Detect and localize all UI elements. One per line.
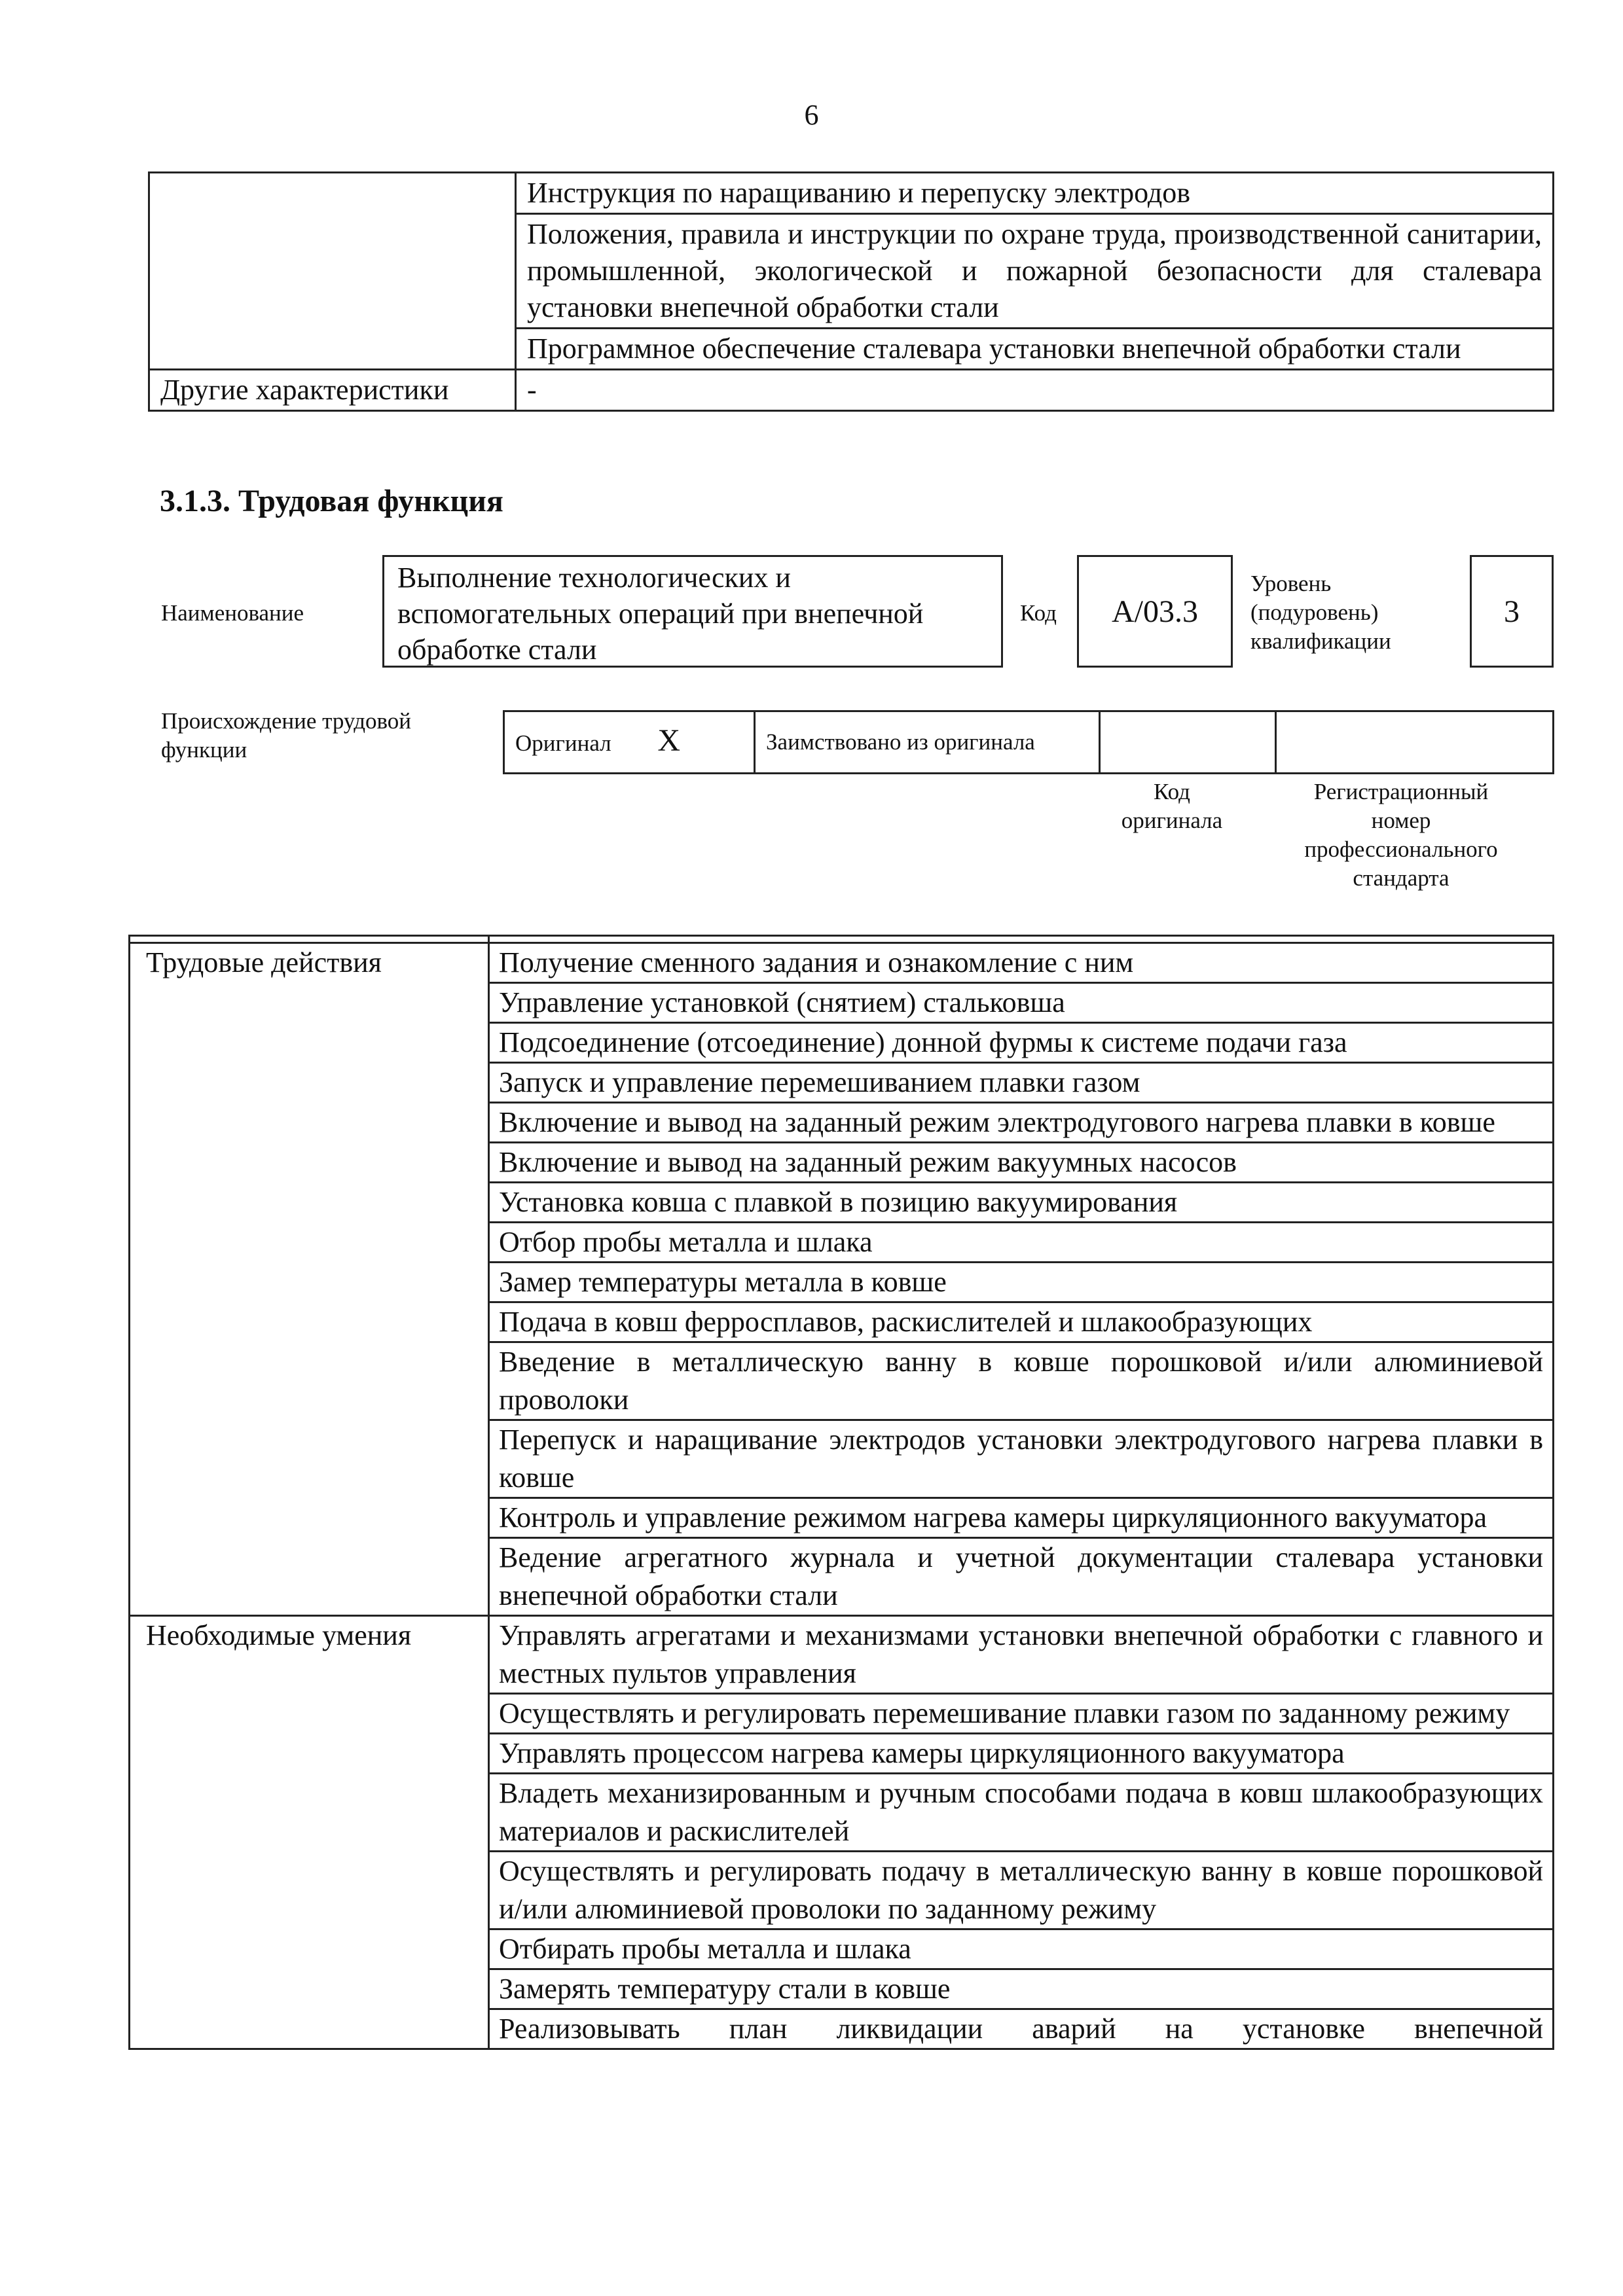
table-row — [130, 943, 1554, 983]
labor-action-item: Отбор пробы металла и шлака — [489, 1223, 1554, 1263]
other-characteristics-label: Другие характеристики — [149, 370, 516, 411]
labor-action-item: Запуск и управление перемешиванием плавки газом — [489, 1063, 1554, 1103]
caption-line: стандарта — [1353, 865, 1450, 891]
knowledge-item: Программное обеспечение сталевара установки внепечной обработки стали — [516, 329, 1554, 370]
section-heading: 3.1.3. Трудовая функция — [160, 484, 503, 518]
table-row — [504, 711, 1554, 774]
table-row — [149, 173, 1554, 214]
code-caption — [1087, 778, 1257, 835]
original-mark: Х — [657, 723, 681, 758]
skill-item: Осуществлять и регулировать подачу в металлическую ванну в ковше порошковой и/или алюминиевой проволоки по заданному режиму — [489, 1852, 1554, 1929]
caption-line: номер — [1371, 808, 1431, 833]
labor-action-item: Введение в металлическую ванну в ковше порошковой и/или алюминиевой проволоки — [489, 1342, 1554, 1420]
knowledge-item: Положения, правила и инструкции по охране труда, производственной санитарии, промышленной, экологической и пожарной безопасности для сталевара установки внепечной обработки стали — [516, 214, 1554, 329]
labor-action-item: Включение и вывод на заданный режим вакуумных насосов — [489, 1143, 1554, 1183]
spacer-cell — [130, 936, 489, 943]
function-code-box: А/03.3 — [1077, 555, 1233, 668]
caption-line: Код — [1154, 779, 1190, 804]
labor-action-item: Включение и вывод на заданный режим электродугового нагрева плавки в ковше — [489, 1103, 1554, 1143]
name-label: Наименование — [161, 600, 304, 626]
labor-action-item: Получение сменного задания и ознакомление с ним — [489, 943, 1554, 983]
labor-action-item: Контроль и управление режимом нагрева камеры циркуляционного вакууматора — [489, 1498, 1554, 1538]
caption-line: профессионального — [1304, 836, 1498, 862]
empty-label-cell — [149, 173, 516, 370]
labor-action-item: Подача в ковш ферросплавов, раскислителей и шлакообразующих — [489, 1302, 1554, 1342]
other-characteristics-value: - — [516, 370, 1554, 411]
table-row — [149, 370, 1554, 411]
skill-item: Осуществлять и регулировать перемешивание плавки газом по заданному режиму — [489, 1694, 1554, 1734]
level-label-line: квалификации — [1250, 628, 1391, 654]
labor-action-item: Замер температуры металла в ковше — [489, 1263, 1554, 1302]
labor-function-table — [128, 935, 1554, 2050]
labor-action-item: Ведение агрегатного журнала и учетной документации сталевара установки внепечной обработки стали — [489, 1538, 1554, 1616]
labor-action-item: Управление установкой (снятием) стальковша — [489, 983, 1554, 1023]
table-row — [130, 936, 1554, 943]
origin-label — [161, 707, 411, 764]
caption-line: Регистрационный — [1313, 779, 1489, 804]
skill-item: Отбирать пробы металла и шлака — [489, 1929, 1554, 1969]
origin-label-line: Происхождение трудовой — [161, 708, 412, 734]
original-code-cell — [1100, 711, 1276, 774]
page-number: 6 — [804, 99, 819, 131]
origin-label-line: функции — [161, 737, 247, 762]
table-row — [130, 1616, 1554, 1694]
skill-item: Управлять агрегатами и механизмами установки внепечной обработки с главного и местных пультов управления — [489, 1616, 1554, 1694]
original-cell — [504, 711, 755, 774]
level-label-line: (подуровень) — [1250, 600, 1379, 625]
qualification-level-box: 3 — [1470, 555, 1554, 668]
labor-actions-label: Трудовые действия — [130, 943, 489, 1616]
labor-action-item: Установка ковша с плавкой в позицию вакуумирования — [489, 1183, 1554, 1223]
level-label — [1250, 569, 1391, 656]
registration-number-cell — [1276, 711, 1554, 774]
skill-item: Управлять процессом нагрева камеры циркуляционного вакууматора — [489, 1734, 1554, 1774]
labor-action-item: Перепуск и наращивание электродов установки электродугового нагрева плавки в ковше — [489, 1420, 1554, 1498]
skill-item: Замерять температуру стали в ковше — [489, 1969, 1554, 2009]
code-label: Код — [1020, 600, 1057, 626]
skill-item: Владеть механизированным и ручным способами подача в ковш шлакообразующих материалов и раскислителей — [489, 1774, 1554, 1852]
function-name-box: Выполнение технологических и вспомогательных операций при внепечной обработке стали — [382, 555, 1003, 668]
spacer-cell — [489, 936, 1554, 943]
original-label: Оригинал — [515, 730, 611, 756]
registration-caption — [1264, 778, 1539, 893]
labor-action-item: Подсоединение (отсоединение) донной фурмы к системе подачи газа — [489, 1023, 1554, 1063]
origin-table — [503, 710, 1554, 774]
knowledge-continuation-table — [148, 171, 1554, 412]
caption-line: оригинала — [1121, 808, 1223, 833]
skill-item: Реализовывать план ликвидации аварий на установке внепечной — [489, 2009, 1554, 2049]
knowledge-item: Инструкция по наращиванию и перепуску электродов — [516, 173, 1554, 214]
level-label-line: Уровень — [1250, 571, 1332, 596]
borrowed-cell: Заимствовано из оригинала — [755, 711, 1100, 774]
skills-label: Необходимые умения — [130, 1616, 489, 2049]
